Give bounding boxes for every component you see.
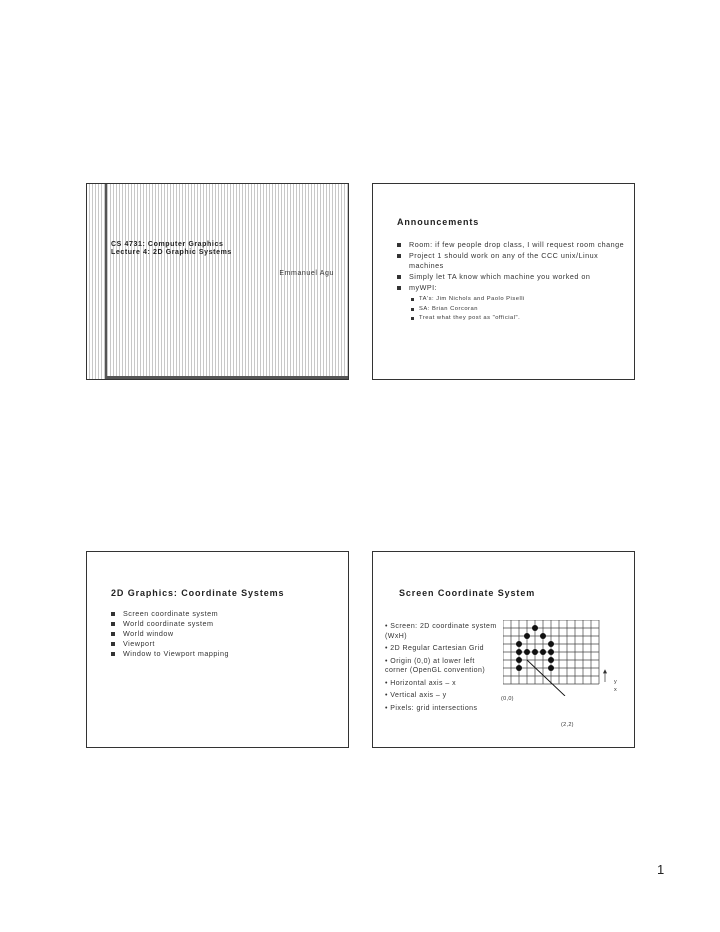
axes-marker <box>604 670 607 682</box>
list-item: Room: if few people drop class, I will request room change <box>395 240 631 250</box>
pixel-grid-diagram <box>503 620 607 696</box>
list-item: Window to Viewport mapping <box>109 649 339 659</box>
list-item: Viewport <box>109 639 339 649</box>
list-item: Simply let TA know which machine you worked on <box>395 272 631 282</box>
list-item: • Vertical axis – y <box>385 692 447 699</box>
origin-label: (0,0) <box>501 696 514 702</box>
list-item: World coordinate system <box>109 619 339 629</box>
inner-frame <box>105 184 348 379</box>
announcements-title: Announcements <box>397 217 480 227</box>
list-item <box>395 283 631 324</box>
list-item: • Pixels: grid intersections <box>385 704 478 712</box>
author-name: Emmanuel Agu <box>279 270 334 277</box>
list-item: World window <box>109 629 339 639</box>
screen-coordinate-title: Screen Coordinate System <box>399 588 536 598</box>
mywpi-label: myWPI: <box>409 283 438 292</box>
slide-announcements <box>372 183 635 380</box>
page-number: 1 <box>657 862 665 877</box>
coordinate-systems-title: 2D Graphics: Coordinate Systems <box>111 588 285 598</box>
list-item: Screen coordinate system <box>109 609 339 619</box>
list-item: • Screen: 2D coordinate system (WxH) <box>385 623 497 640</box>
screen-coordinate-points <box>385 622 497 716</box>
list-item: • 2D Regular Cartesian Grid <box>385 645 485 652</box>
slide-coordinate-systems <box>86 551 349 748</box>
axis-x-label: x <box>614 687 618 693</box>
lecture-title: Lecture 4: 2D Graphic Systems <box>111 249 232 256</box>
list-item: • Horizontal axis – x <box>385 679 457 687</box>
slide-screen-coordinates <box>372 551 635 748</box>
list-item: Project 1 should work on any of the CCC unix/Linux machines <box>395 251 631 271</box>
list-item: TA's: Jim Nichols and Paolo Piselli <box>409 295 631 305</box>
list-item: • Origin (0,0) at lower left corner (OpenGL convention) <box>385 657 486 674</box>
axis-y-label: y <box>614 679 618 685</box>
mywpi-sublist <box>409 295 631 324</box>
list-item: Treat what they post as "official". <box>409 314 631 324</box>
course-title: CS 4731: Computer Graphics <box>111 241 224 248</box>
coordinate-systems-list <box>109 609 339 659</box>
list-item: SA: Brian Corcoran <box>409 305 631 315</box>
point-label: (2,2) <box>561 722 574 728</box>
slide-title-card <box>86 183 349 380</box>
announcements-list <box>395 240 631 324</box>
